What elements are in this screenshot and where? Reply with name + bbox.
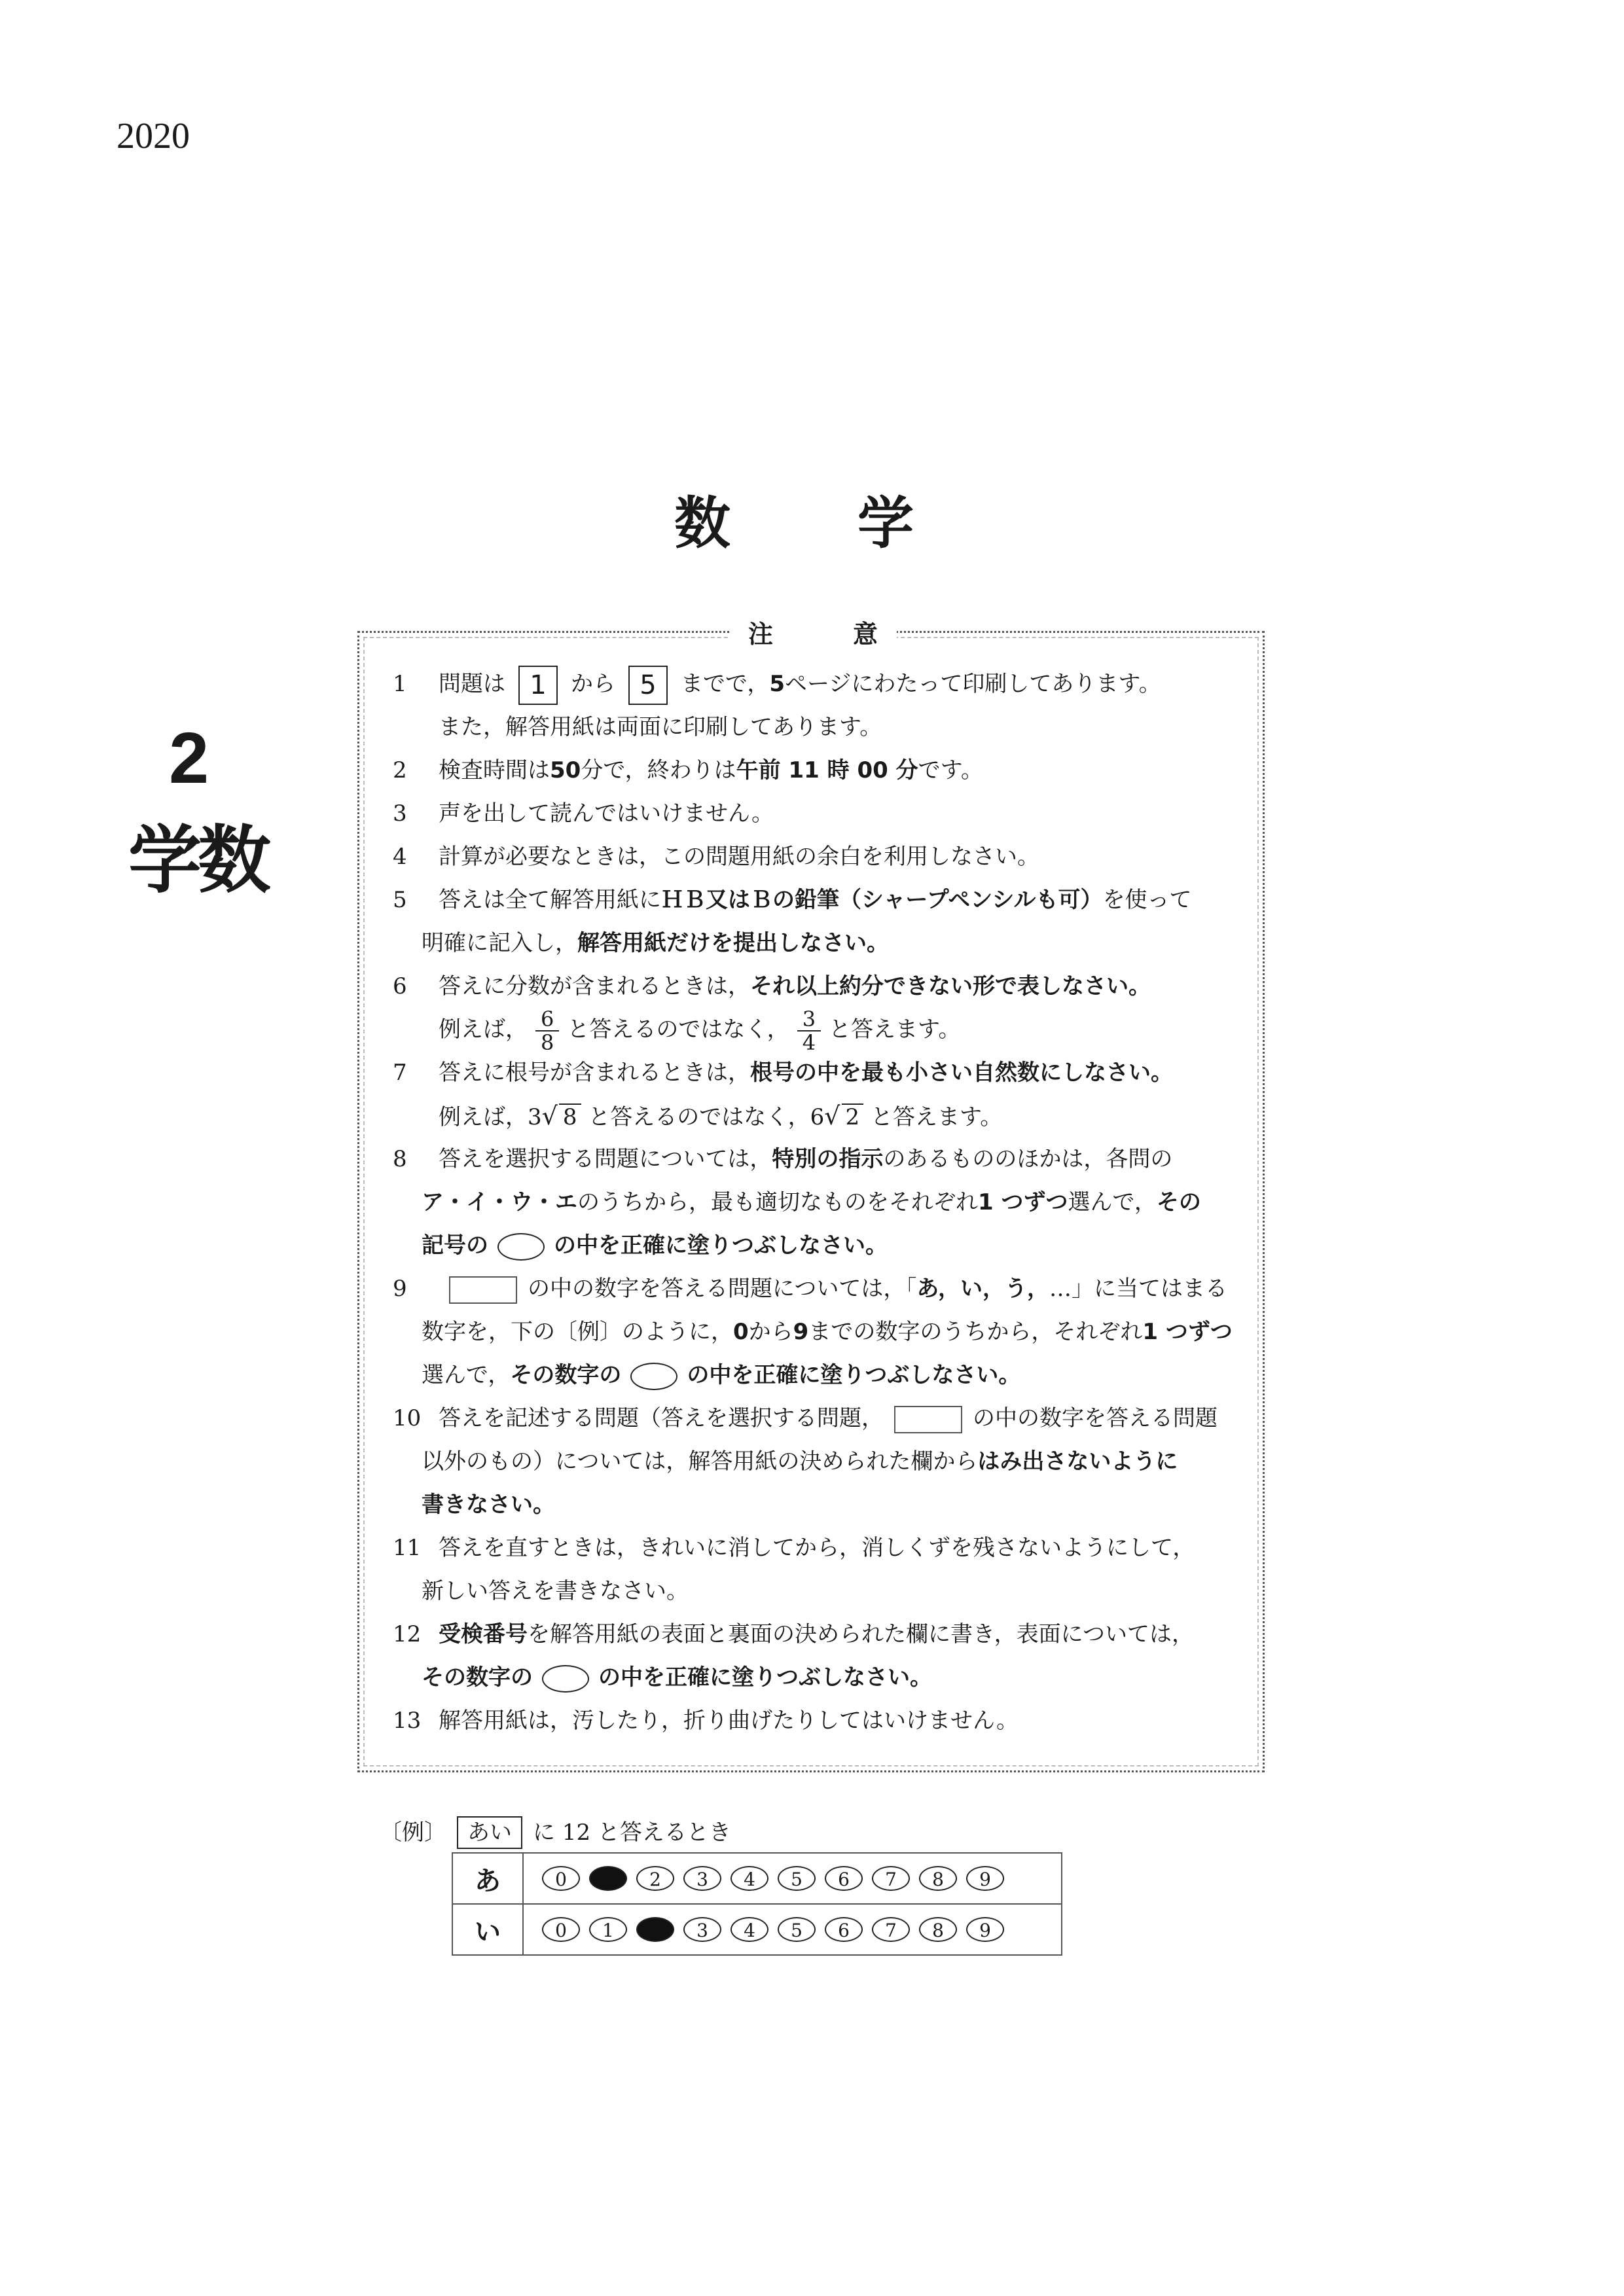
- bubble-digit: 4: [731, 1917, 768, 1942]
- notice-item-6: [393, 965, 1237, 1008]
- fraction-denominator: 4: [802, 1030, 816, 1055]
- item-text: までの数字のうちから，それぞれ: [808, 1319, 1143, 1345]
- notice-item-10: [393, 1397, 1237, 1440]
- bubble-digit: 8: [919, 1917, 957, 1942]
- notice-item-11: [393, 1526, 1237, 1570]
- radicand: 8: [559, 1103, 581, 1130]
- side-label-subject: 学数: [128, 818, 267, 903]
- item-number: 2: [393, 757, 407, 783]
- bubble-row-cells: [523, 1853, 1062, 1904]
- item-bold: ア・イ・ウ・エ: [422, 1189, 577, 1215]
- notice-item-8: [393, 1138, 1237, 1181]
- fraction-numerator: 6: [535, 1008, 559, 1031]
- item-text: 検査時間は: [439, 757, 550, 783]
- item-bold: 9: [793, 1319, 809, 1345]
- item-text: の中の数字を答える問題: [973, 1405, 1218, 1431]
- radical-coefficient: 3: [528, 1104, 542, 1130]
- bubble-digit: 9: [966, 1917, 1004, 1942]
- notice-item-8-cont2: [393, 1224, 1237, 1267]
- bubble-row-label: い: [452, 1904, 523, 1955]
- item-text: と答えます。: [829, 1016, 961, 1043]
- example-caption: [380, 1814, 731, 1849]
- item-number: 12: [393, 1621, 422, 1647]
- item-text: 例えば，: [439, 1016, 528, 1043]
- notice-item-7: [393, 1051, 1237, 1094]
- bubble-filled: 2: [636, 1917, 674, 1942]
- notice-heading-b: 意: [853, 620, 880, 649]
- notice-item-2: [393, 749, 1237, 792]
- item-bold: 1 つずつ: [1142, 1319, 1233, 1345]
- notice-item-9-cont2: [393, 1354, 1237, 1397]
- item-text: 答えは全て解答用紙に: [439, 887, 661, 913]
- oval-icon: [542, 1665, 589, 1693]
- item-text: 例えば，: [439, 1104, 528, 1130]
- notice-item-6-cont: [393, 1007, 1237, 1055]
- item-text: 声を出して読んではいけません。: [439, 800, 774, 827]
- blank-box-icon: [894, 1406, 962, 1433]
- side-label-number: 2: [169, 718, 209, 798]
- item-text: を解答用紙の表面と裏面の決められた欄に書き，表面については，: [528, 1621, 1194, 1647]
- bubble-row-label: あ: [452, 1853, 523, 1904]
- item-bold: それ以上約分できない形で表しなさい。: [750, 973, 1151, 999]
- item-text: 答えを選択する問題については，: [439, 1146, 772, 1172]
- item-text: 以外のもの）については，解答用紙の決められた欄から: [422, 1448, 978, 1475]
- notice-item-13: [393, 1699, 1237, 1742]
- notice-item-1-cont: [393, 706, 1237, 749]
- item-number: 4: [393, 844, 407, 870]
- notice-item-4: [393, 835, 1237, 878]
- item-number: 3: [393, 800, 407, 827]
- item-text: のうちから，最も適切なものをそれぞれ: [577, 1189, 978, 1215]
- notice-heading: [731, 614, 897, 650]
- item-text: 計算が必要なときは，この問題用紙の余白を利用しなさい。: [439, 844, 1039, 870]
- bubble-digit: 0: [542, 1917, 580, 1942]
- notice-items: [393, 662, 1237, 1742]
- item-text: の中の数字を答える問題については，「: [528, 1276, 917, 1302]
- notice-heading-a: 注: [748, 620, 774, 649]
- bubble-digit: 5: [778, 1866, 816, 1891]
- notice-item-11-cont: [393, 1570, 1237, 1613]
- item-bold: 5: [769, 671, 785, 697]
- title-char-1: 数: [674, 491, 733, 556]
- item-bold: あ，い，う，: [916, 1276, 1049, 1302]
- bubble-digit: 3: [683, 1917, 721, 1942]
- blank-box-icon: [449, 1276, 517, 1304]
- example-answer-box: あい: [457, 1816, 522, 1849]
- item-text: また，解答用紙は両面に印刷してあります。: [439, 714, 882, 740]
- item-text: 数字を，下の〔例〕のように，: [422, 1319, 733, 1345]
- item-bold: 書きなさい。: [422, 1492, 555, 1518]
- item-text: と答えるのではなく，: [588, 1104, 810, 1130]
- item-text: と答えるのではなく，: [567, 1016, 789, 1043]
- bubble-row-cells: [523, 1904, 1062, 1955]
- item-number: 5: [393, 887, 407, 913]
- item-bold: その: [1156, 1189, 1201, 1215]
- item-bold: 受検番号: [439, 1621, 528, 1647]
- notice-item-10-cont2: [393, 1483, 1237, 1526]
- bubble-row: [452, 1853, 1062, 1904]
- bubble-digit: 7: [872, 1917, 910, 1942]
- bubble-digit: 8: [919, 1866, 957, 1891]
- notice-item-9-cont: [393, 1310, 1237, 1354]
- item-text: 答えを記述する問題（答えを選択する問題，: [439, 1405, 884, 1431]
- item-text: から: [748, 1319, 793, 1345]
- item-bold: はみ出さないように: [977, 1448, 1178, 1475]
- fraction-numerator: 3: [797, 1008, 821, 1031]
- item-bold: その数字の: [510, 1362, 622, 1388]
- bubble-digit: 0: [542, 1866, 580, 1891]
- fraction-3-4: [797, 1008, 821, 1054]
- sqrt-icon: √: [824, 1102, 840, 1130]
- item-bold: 根号の中を最も小さい自然数にしなさい。: [750, 1060, 1173, 1086]
- notice-item-12-cont: [393, 1656, 1237, 1699]
- item-bold: 午前 11 時 00 分: [736, 757, 918, 783]
- item-bold: ＨＢ又はＢの鉛筆（シャープペンシルも可）: [661, 887, 1103, 913]
- fraction-denominator: 8: [541, 1030, 554, 1055]
- item-text: 選んで，: [1068, 1189, 1157, 1215]
- title-char-2: 学: [857, 491, 916, 556]
- item-text: 答えに根号が含まれるときは，: [439, 1060, 750, 1086]
- item-text: ページにわたって印刷してあります。: [785, 671, 1161, 697]
- item-bold: 0: [733, 1319, 749, 1345]
- fraction-6-8: [535, 1008, 559, 1054]
- item-number: 8: [393, 1146, 407, 1172]
- item-text: 明確に記入し，: [422, 930, 577, 956]
- item-text: 新しい答えを書きなさい。: [422, 1578, 689, 1604]
- bubble-digit: 1: [589, 1917, 627, 1942]
- item-number: 7: [393, 1060, 407, 1086]
- problem-box-last: 5: [628, 666, 668, 705]
- item-text: 選んで，: [422, 1362, 511, 1388]
- oval-icon: [630, 1363, 677, 1390]
- notice-item-3: [393, 792, 1237, 835]
- item-text: 答えに分数が含まれるときは，: [439, 973, 750, 999]
- item-bold: 解答用紙だけを提出しなさい。: [577, 930, 889, 956]
- item-number: 1: [393, 671, 407, 697]
- item-text: までで，: [681, 671, 770, 697]
- notice-item-1: [393, 662, 1237, 706]
- item-number: 11: [393, 1535, 422, 1561]
- item-bold: 50: [550, 757, 581, 783]
- example-text: に 12 と答えるとき: [533, 1820, 731, 1846]
- bubble-digit: 9: [966, 1866, 1004, 1891]
- item-bold: の中を正確に塗りつぶしなさい。: [687, 1362, 1021, 1388]
- oval-icon: [497, 1233, 545, 1261]
- notice-item-8-cont: [393, 1181, 1237, 1224]
- item-text: です。: [918, 757, 983, 783]
- item-text: 答えを直すときは，きれいに消してから，消しくずを残さないようにして，: [439, 1535, 1195, 1561]
- item-text: から: [571, 671, 615, 697]
- item-bold: 特別の指示: [772, 1146, 884, 1172]
- page-title: [674, 478, 916, 559]
- item-text: 分で，終わりは: [581, 757, 736, 783]
- notice-item-5: [393, 878, 1237, 922]
- item-text: 解答用紙は，汚したり，折り曲げたりしてはいけません。: [439, 1708, 1019, 1734]
- item-text: …」に当てはまる: [1049, 1276, 1227, 1302]
- bubble-digit: 3: [683, 1866, 721, 1891]
- problem-box-first: 1: [518, 666, 558, 705]
- item-bold: の中を正確に塗りつぶしなさい。: [554, 1232, 888, 1259]
- item-number: 9: [393, 1276, 407, 1302]
- item-bold: 記号の: [422, 1232, 488, 1259]
- bubble-digit: 7: [872, 1866, 910, 1891]
- item-number: 10: [393, 1405, 422, 1431]
- bubble-filled: 1: [589, 1866, 627, 1891]
- item-number: 6: [393, 973, 407, 999]
- item-bold: その数字の: [422, 1664, 533, 1691]
- item-text: のあるもののほかは，各問の: [883, 1146, 1173, 1172]
- exam-year: 2020: [117, 116, 190, 156]
- item-text: 問題は: [439, 671, 505, 697]
- notice-item-10-cont: [393, 1440, 1237, 1483]
- item-text: と答えます。: [870, 1104, 1003, 1130]
- bubble-digit: 2: [636, 1866, 674, 1891]
- notice-item-5-cont: [393, 922, 1237, 965]
- item-text: を使って: [1102, 887, 1192, 913]
- sqrt-icon: √: [541, 1102, 558, 1130]
- example-bubble-sheet: [452, 1852, 1062, 1956]
- radical-coefficient: 6: [810, 1104, 825, 1130]
- bubble-digit: 6: [825, 1917, 863, 1942]
- bubble-digit: 4: [731, 1866, 768, 1891]
- example-label: 〔例〕: [380, 1820, 446, 1846]
- notice-item-9: [393, 1267, 1237, 1310]
- notice-item-12: [393, 1613, 1237, 1656]
- bubble-digit: 6: [825, 1866, 863, 1891]
- item-bold: 1 つずつ: [978, 1189, 1068, 1215]
- item-number: 13: [393, 1708, 422, 1734]
- item-bold: の中を正確に塗りつぶしなさい。: [598, 1664, 932, 1691]
- notice-item-7-cont: [393, 1094, 1237, 1138]
- bubble-digit: 5: [778, 1917, 816, 1942]
- bubble-row: [452, 1904, 1062, 1955]
- radicand: 2: [842, 1103, 864, 1130]
